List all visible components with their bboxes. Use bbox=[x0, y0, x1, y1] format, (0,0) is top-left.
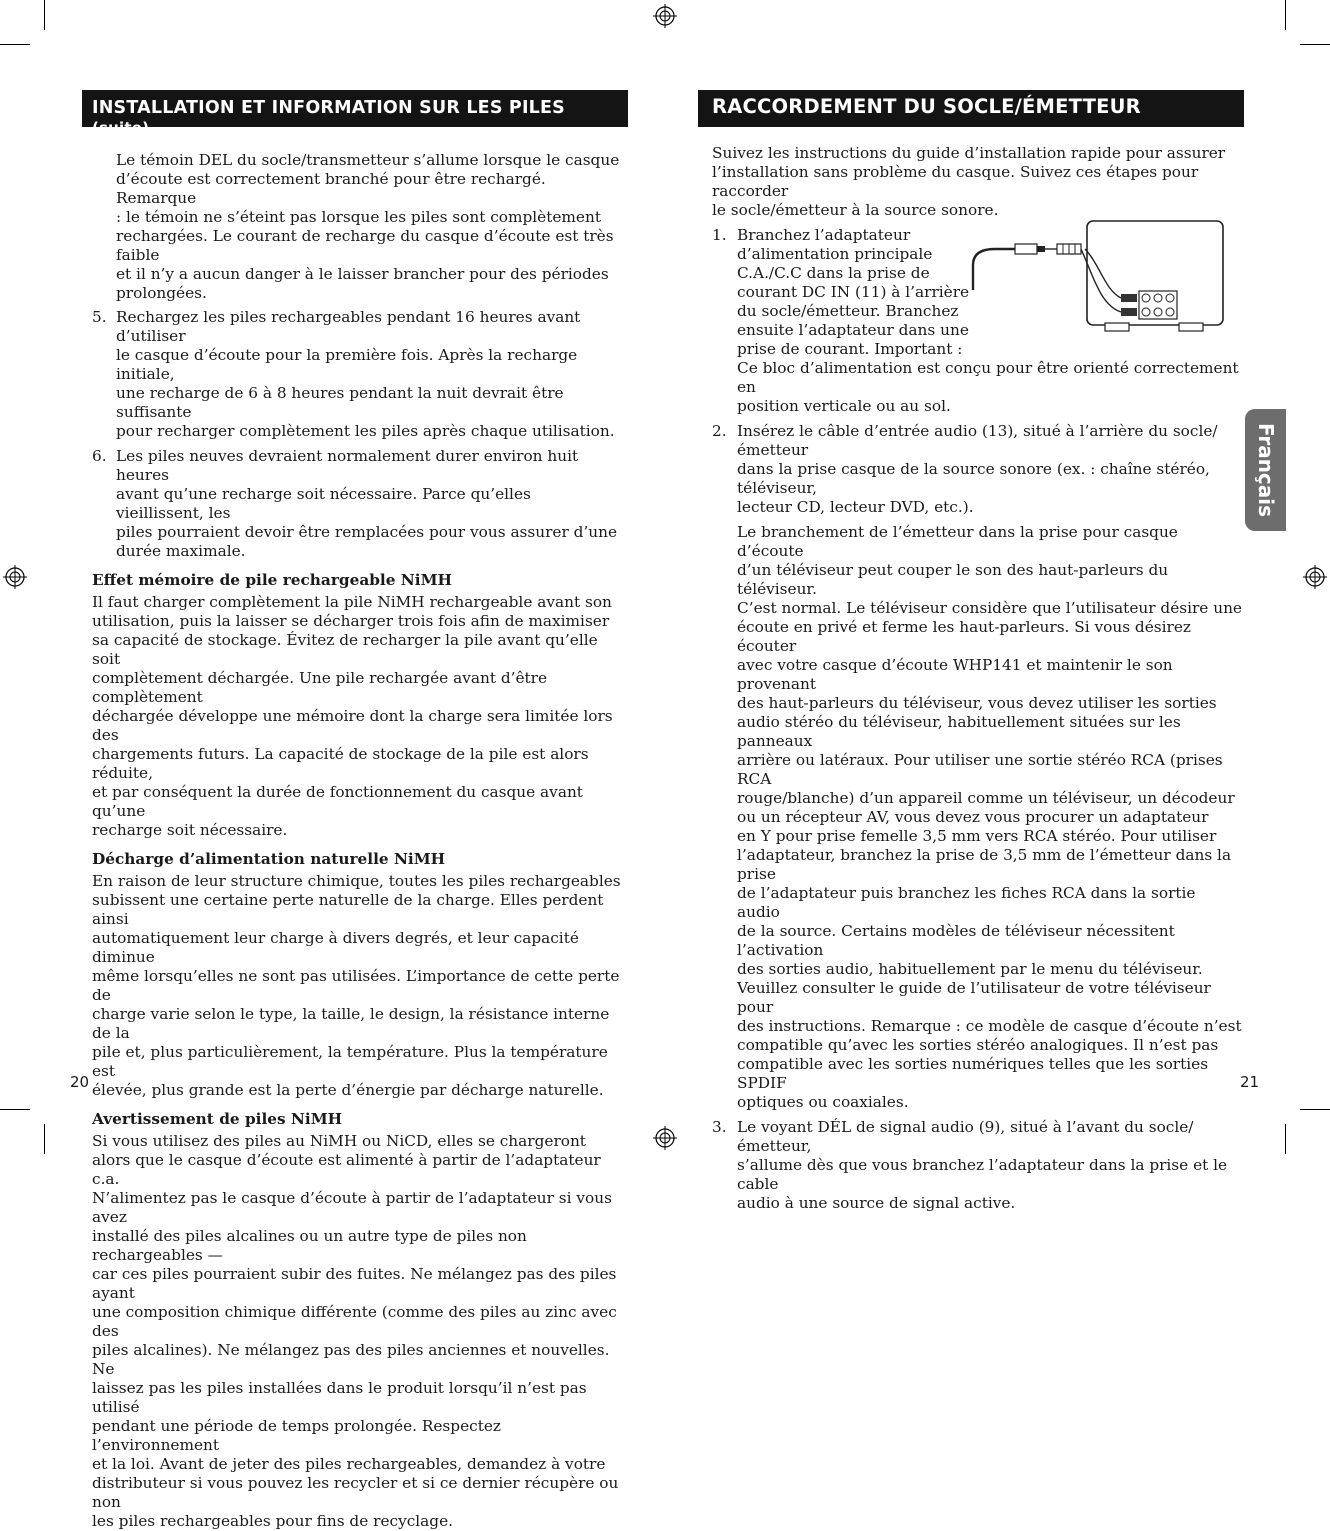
left-section-header bbox=[82, 90, 628, 137]
text-line: déchargée développe une mémoire dont la charge sera limitée lors des bbox=[92, 707, 613, 744]
text-line: subissent une certaine perte naturelle de la charge. Elles perdent ainsi bbox=[92, 891, 604, 928]
text-line: distributeur si vous pouvez les recycler et si ce dernier récupère ou non bbox=[92, 1474, 619, 1511]
text-line: rechargées. Le courant de recharge du casque d’écoute est très faible bbox=[116, 227, 614, 264]
text-line: courant DC IN (11) à l’arrière bbox=[737, 283, 970, 301]
text-line: et par conséquent la durée de fonctionnement du casque avant qu’une bbox=[92, 783, 583, 820]
text-line: écoute en privé et ferme les haut-parleurs. Si vous désirez écouter bbox=[737, 618, 1191, 655]
text-line: compatible avec les sorties numériques telles que les sorties SPDIF bbox=[737, 1055, 1209, 1092]
text-line: le socle/émetteur à la source sonore. bbox=[712, 201, 999, 219]
right-intro bbox=[712, 144, 1242, 220]
list-item-3 bbox=[712, 1118, 1242, 1213]
text-line: avant qu’une recharge soit nécessaire. Parce qu’elles vieillissent, les bbox=[116, 485, 531, 522]
text-line: Le branchement de l’émetteur dans la prise pour casque d’écoute bbox=[737, 523, 1178, 560]
right-section-header bbox=[698, 90, 1244, 127]
text-line: et la loi. Avant de jeter des piles rechargeables, demandez à votre bbox=[92, 1455, 606, 1473]
text-line: Insérez le câble d’entrée audio (13), situé à l’arrière du socle/émetteur bbox=[737, 422, 1218, 459]
text-line: élevée, plus grande est la perte d’énergie par décharge naturelle. bbox=[92, 1081, 604, 1099]
text-line: optiques ou coaxiales. bbox=[737, 1093, 909, 1111]
text-line: l’adaptateur, branchez la prise de 3,5 mm de l’émetteur dans la prise bbox=[737, 846, 1232, 883]
right-header-title: RACCORDEMENT DU SOCLE/ÉMETTEUR bbox=[712, 95, 1141, 118]
text-line: durée maximale. bbox=[116, 542, 246, 560]
text-line: compatible qu’avec les sorties stéréo analogiques. Il n’est pas bbox=[737, 1036, 1219, 1054]
left-intro bbox=[92, 151, 622, 303]
text-line: pour recharger complètement les piles après chaque utilisation. bbox=[116, 422, 615, 440]
text-line: des haut-parleurs du téléviseur, vous devez utiliser les sorties bbox=[737, 694, 1217, 712]
text-line: l’installation sans problème du casque. Suivez ces étapes pour raccorder bbox=[712, 163, 1199, 200]
text-line: dans la prise casque de la source sonore (ex. : chaîne stéréo, téléviseur, bbox=[737, 460, 1210, 497]
list-item-6 bbox=[92, 447, 622, 561]
text-line: de l’adaptateur puis branchez les fiches RCA dans la sortie audio bbox=[737, 884, 1196, 921]
text-line: utilisation, puis la laisser se décharger trois fois afin de maximiser bbox=[92, 612, 610, 630]
text-line: alors que le casque d’écoute est alimenté à partir de l’adaptateur c.a. bbox=[92, 1151, 601, 1188]
text-line: laissez pas les piles installées dans le produit lorsqu’il n’est pas utilisé bbox=[92, 1379, 587, 1416]
text-line: Rechargez les piles rechargeables pendant 16 heures avant d’utiliser bbox=[116, 308, 581, 345]
text-line: les piles rechargeables pour fins de recyclage. bbox=[92, 1512, 453, 1530]
page-number-right: 21 bbox=[1240, 1073, 1260, 1091]
registration-target-icon bbox=[3, 565, 27, 589]
memory-effect-paragraph bbox=[92, 593, 622, 840]
transmitter-foot bbox=[1105, 323, 1129, 331]
text-line: d’un téléviseur peut couper le son des haut-parleurs du téléviseur. bbox=[737, 561, 1169, 598]
list-item-5 bbox=[92, 308, 622, 441]
text-line: ensuite l’adaptateur dans une bbox=[737, 321, 969, 339]
crop-mark bbox=[0, 1109, 30, 1110]
subheading-warning: Avertissement de piles NiMH bbox=[92, 1110, 343, 1128]
text-line: d’alimentation principale bbox=[737, 245, 933, 263]
text-line: de la source. Certains modèles de téléviseur nécessitent l’activation bbox=[737, 922, 1175, 959]
text-line: arrière ou latéraux. Pour utiliser une sortie stéréo RCA (prises RCA bbox=[737, 751, 1223, 788]
text-line: avec votre casque d’écoute WHP141 et maintenir le son provenant bbox=[737, 656, 1173, 693]
text-line: Veuillez consulter le guide de l’utilisateur de votre téléviseur pour bbox=[737, 979, 1211, 1016]
dc-adapter-cable bbox=[973, 244, 1081, 290]
text-line: en Y pour prise femelle 3,5 mm vers RCA stéréo. Pour utiliser bbox=[737, 827, 1217, 845]
left-header-suffix: (suite) bbox=[92, 119, 150, 137]
text-line: du socle/émetteur. Branchez bbox=[737, 302, 959, 320]
text-line: complètement déchargée. Une pile rechargée avant d’être complètement bbox=[92, 669, 548, 706]
text-line: Il faut charger complètement la pile NiMH rechargeable avant son bbox=[92, 593, 612, 611]
text-line: Suivez les instructions du guide d’installation rapide pour assurer bbox=[712, 144, 1226, 162]
item2-paragraph bbox=[737, 523, 1242, 1112]
page-number-left: 20 bbox=[70, 1073, 90, 1091]
text-line: automatiquement leur charge à divers degrés, et leur capacité diminue bbox=[92, 929, 579, 966]
text-line: le casque d’écoute pour la première fois. Après la recharge initiale, bbox=[116, 346, 578, 383]
text-line: ou un récepteur AV, vous devez vous procurer un adaptateur bbox=[737, 808, 1209, 826]
text-line: position verticale ou au sol. bbox=[737, 397, 951, 415]
rca-jack-panel bbox=[1139, 291, 1177, 319]
text-line: C’est normal. Le téléviseur considère que l’utilisateur désire une bbox=[737, 599, 1242, 617]
text-line: : le témoin ne s’éteint pas lorsque les piles sont complètement bbox=[116, 208, 601, 226]
language-tab-label: Français bbox=[1253, 422, 1278, 518]
list-item-2 bbox=[712, 422, 1242, 1112]
text-line: installé des piles alcalines ou un autre type de piles non rechargeables — bbox=[92, 1227, 527, 1264]
text-line: piles alcalines). Ne mélangez pas des piles anciennes et nouvelles. Ne bbox=[92, 1341, 610, 1378]
text-line: audio à une source de signal active. bbox=[737, 1194, 1016, 1212]
list-number: 2. bbox=[712, 422, 727, 440]
text-line: Si vous utilisez des piles au NiMH ou NiCD, elles se chargeront bbox=[92, 1132, 586, 1150]
crop-mark bbox=[1300, 44, 1330, 45]
text-line: rouge/blanche) d’un appareil comme un téléviseur, un décodeur bbox=[737, 789, 1235, 807]
text-line: Le voyant DÉL de signal audio (9), situé à l’avant du socle/émetteur, bbox=[737, 1118, 1194, 1155]
text-line: C.A./C.C dans la prise de bbox=[737, 264, 930, 282]
text-line: Branchez l’adaptateur bbox=[737, 226, 911, 244]
left-column bbox=[92, 151, 622, 1531]
text-line: pendant une période de temps prolongée. Respectez l’environnement bbox=[92, 1417, 501, 1454]
registration-target-icon bbox=[653, 4, 677, 28]
list-number: 5. bbox=[92, 308, 107, 326]
crop-mark bbox=[0, 44, 30, 45]
text-line: une recharge de 6 à 8 heures pendant la nuit devrait être suffisante bbox=[116, 384, 564, 421]
language-tab bbox=[1245, 409, 1286, 531]
natural-discharge-paragraph bbox=[92, 872, 622, 1100]
crop-mark bbox=[1285, 1124, 1286, 1154]
crop-mark bbox=[1285, 0, 1286, 30]
text-line: des sorties audio, habituellement par le menu du téléviseur. bbox=[737, 960, 1203, 978]
text-line: Le témoin DEL du socle/transmetteur s’allume lorsque le casque bbox=[116, 151, 620, 169]
text-line: sa capacité de stockage. Évitez de recharger la pile avant qu’elle soit bbox=[92, 631, 598, 668]
transmitter-connection-illustration bbox=[965, 215, 1230, 335]
text-line: s’allume dès que vous branchez l’adaptateur dans la prise et le cable bbox=[737, 1156, 1228, 1193]
subheading-natural-discharge: Décharge d’alimentation naturelle NiMH bbox=[92, 850, 446, 868]
transmitter-foot bbox=[1179, 323, 1203, 331]
crop-mark bbox=[44, 1124, 45, 1154]
text-line: Les piles neuves devraient normalement durer environ huit heures bbox=[116, 447, 579, 484]
text-line: prise de courant. Important : bbox=[737, 340, 963, 358]
text-line: une composition chimique différente (comme des piles au zinc avec des bbox=[92, 1303, 617, 1340]
crop-mark bbox=[44, 0, 45, 30]
text-line: recharge soit nécessaire. bbox=[92, 821, 288, 839]
text-line: Ce bloc d’alimentation est conçu pour être orienté correctement en bbox=[737, 359, 1239, 396]
text-line: audio stéréo du téléviseur, habituellement situées sur les panneaux bbox=[737, 713, 1181, 750]
text-line: N’alimentez pas le casque d’écoute à partir de l’adaptateur si vous avez bbox=[92, 1189, 612, 1226]
list-number: 3. bbox=[712, 1118, 727, 1136]
registration-target-icon bbox=[1303, 565, 1327, 589]
text-line: charge varie selon le type, la taille, le design, la résistance interne de la bbox=[92, 1005, 610, 1042]
text-line: d’écoute est correctement branché pour être rechargé. Remarque bbox=[116, 170, 546, 207]
crop-mark bbox=[1300, 1109, 1330, 1110]
text-line: En raison de leur structure chimique, toutes les piles rechargeables bbox=[92, 872, 621, 890]
text-line: chargements futurs. La capacité de stockage de la pile est alors réduite, bbox=[92, 745, 589, 782]
text-line: piles pourraient devoir être remplacées pour vous assurer d’une bbox=[116, 523, 618, 541]
text-line: et il n’y a aucun danger à le laisser brancher pour des périodes bbox=[116, 265, 609, 283]
text-line: car ces piles pourraient subir des fuites. Ne mélangez pas des piles ayant bbox=[92, 1265, 617, 1302]
list-number: 6. bbox=[92, 447, 107, 465]
registration-target-icon bbox=[653, 1126, 677, 1150]
text-line: des instructions. Remarque : ce modèle de casque d’écoute n’est bbox=[737, 1017, 1242, 1035]
text-line: lecteur CD, lecteur DVD, etc.). bbox=[737, 498, 974, 516]
list-number: 1. bbox=[712, 226, 727, 244]
text-line: pile et, plus particulièrement, la température. Plus la température est bbox=[92, 1043, 608, 1080]
text-line: même lorsqu’elles ne sont pas utilisées. L’importance de cette perte de bbox=[92, 967, 620, 1004]
left-header-title: INSTALLATION ET INFORMATION SUR LES PILES bbox=[92, 98, 565, 118]
warning-paragraph bbox=[92, 1132, 622, 1531]
text-line: prolongées. bbox=[116, 284, 207, 302]
subheading-memory-effect: Effet mémoire de pile rechargeable NiMH bbox=[92, 571, 452, 589]
